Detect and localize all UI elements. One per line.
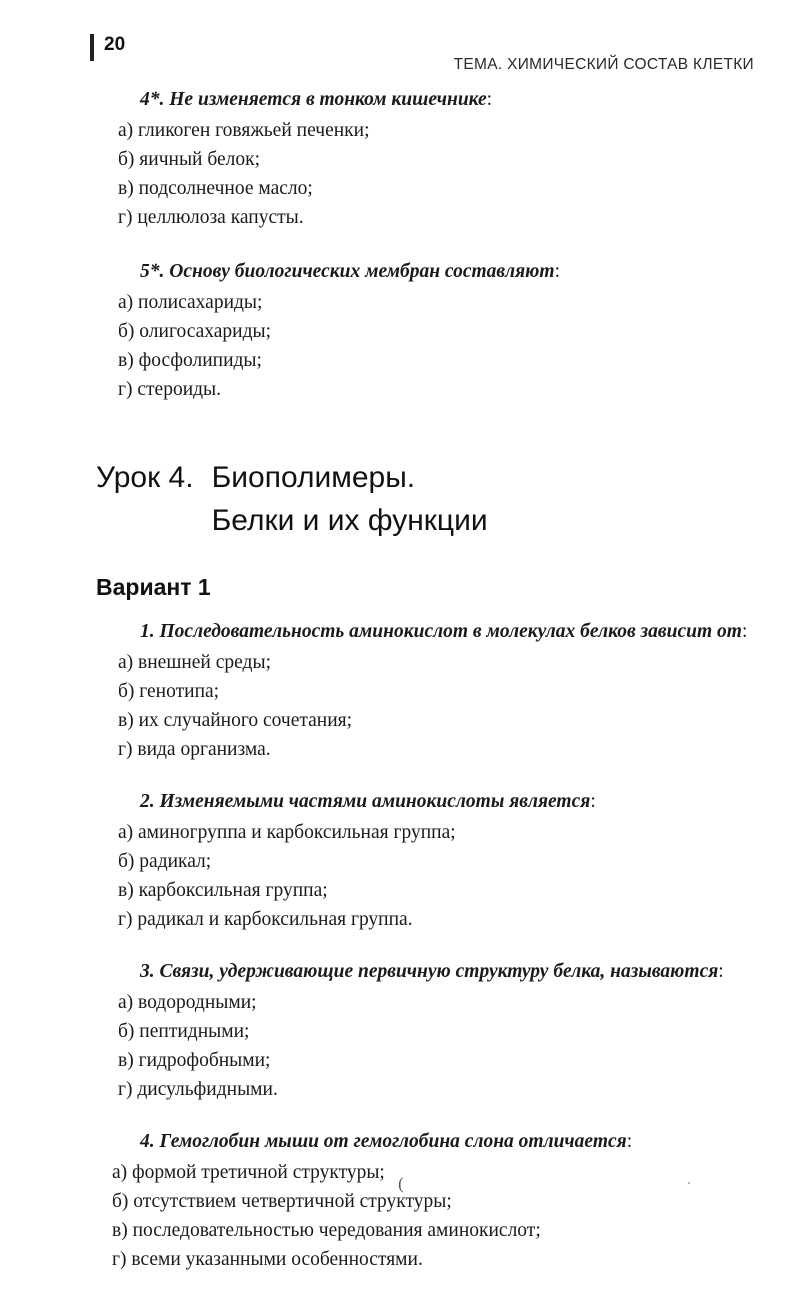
question-option: б) олигосахариды; [118,321,272,342]
page-header [90,34,754,74]
page-number: 20 [104,34,126,55]
page-content [96,86,752,1293]
question-stem-tail: : [590,791,596,812]
question-stem [140,788,752,815]
question-option: в) их случайного сочетания; [118,710,353,731]
lesson-label: Урок 4. [96,461,194,494]
question-option: г) всеми указанными особенностями. [112,1249,423,1270]
question-stem-tail: : [626,1131,633,1152]
question-stem-text: 3. Связи, удерживающие первичную структуру белка, называются [140,961,719,982]
question-stem-tail: : [718,961,724,982]
question-option: а) аминогруппа и карбоксильная группа; [118,822,456,843]
question-option: а) водородными; [118,992,257,1013]
lesson-heading [96,456,752,542]
question-option: а) формой третичной структуры; [112,1162,385,1183]
page-number-rule [90,34,94,61]
question-option: в) последовательностью чередования аминокислот; [112,1220,541,1241]
question-block [112,958,752,1104]
question-option: б) яичный белок; [118,149,261,170]
question-option: г) вида организма. [118,739,271,760]
question-option: г) дисульфидными. [118,1079,278,1100]
question-option: в) фосфолипиды; [118,350,262,371]
question-block [112,86,752,232]
lesson-title [212,456,488,542]
question-stem-tail: : [486,89,493,110]
question-option: в) карбоксильная группа; [118,880,328,901]
question-stem [140,258,752,285]
question-stem-text: 4*. Не изменяется в тонком кишечнике [140,89,487,110]
question-stem-text: 2. Изменяемыми частями аминокислоты является [140,791,591,812]
question-option: б) генотипа; [118,681,220,702]
question-stem-text: 1. Последовательность аминокислот в молекулах белков зависит от [140,621,742,642]
question-stem [140,618,752,645]
question-block [112,1128,752,1274]
question-block [112,618,752,764]
question-stem-text: 5*. Основу биологических мембран составляют [140,261,555,282]
lesson-title-line-2: Белки и их функции [211,504,488,537]
question-option: г) целлюлоза капусты. [118,207,304,228]
question-block [112,258,752,404]
question-option: г) стероиды. [118,379,222,400]
variant-heading: Вариант 1 [96,574,211,600]
question-option: в) подсолнечное масло; [118,178,313,199]
question-option: а) полисахариды; [118,292,263,313]
question-option: а) внешней среды; [118,652,271,673]
question-option: в) гидрофобными; [118,1050,271,1071]
question-stem-tail: : [554,261,560,282]
question-option: б) отсутствием четвертичной структуры; [112,1191,452,1212]
question-option: а) гликоген говяжьей печенки; [118,120,370,141]
question-stem-tail: : [741,621,748,642]
page-edge-speck [688,1182,690,1184]
question-stem [140,86,752,113]
footer-mark: ( [398,1174,404,1193]
page-number-group [90,34,125,61]
lesson-heading-row [96,456,752,542]
question-option: б) радикал; [118,851,212,872]
question-option: г) радикал и карбоксильная группа. [118,909,413,930]
lesson-title-line-1: Биополимеры. [211,461,416,494]
question-block [112,788,752,934]
question-stem-text: 4. Гемоглобин мыши от гемоглобина слона отличается [140,1131,627,1152]
running-title: ТЕМА. ХИМИЧЕСКИЙ СОСТАВ КЛЕТКИ [453,56,754,73]
question-option: б) пептидными; [118,1021,250,1042]
question-stem [140,958,752,985]
question-stem [140,1128,752,1155]
